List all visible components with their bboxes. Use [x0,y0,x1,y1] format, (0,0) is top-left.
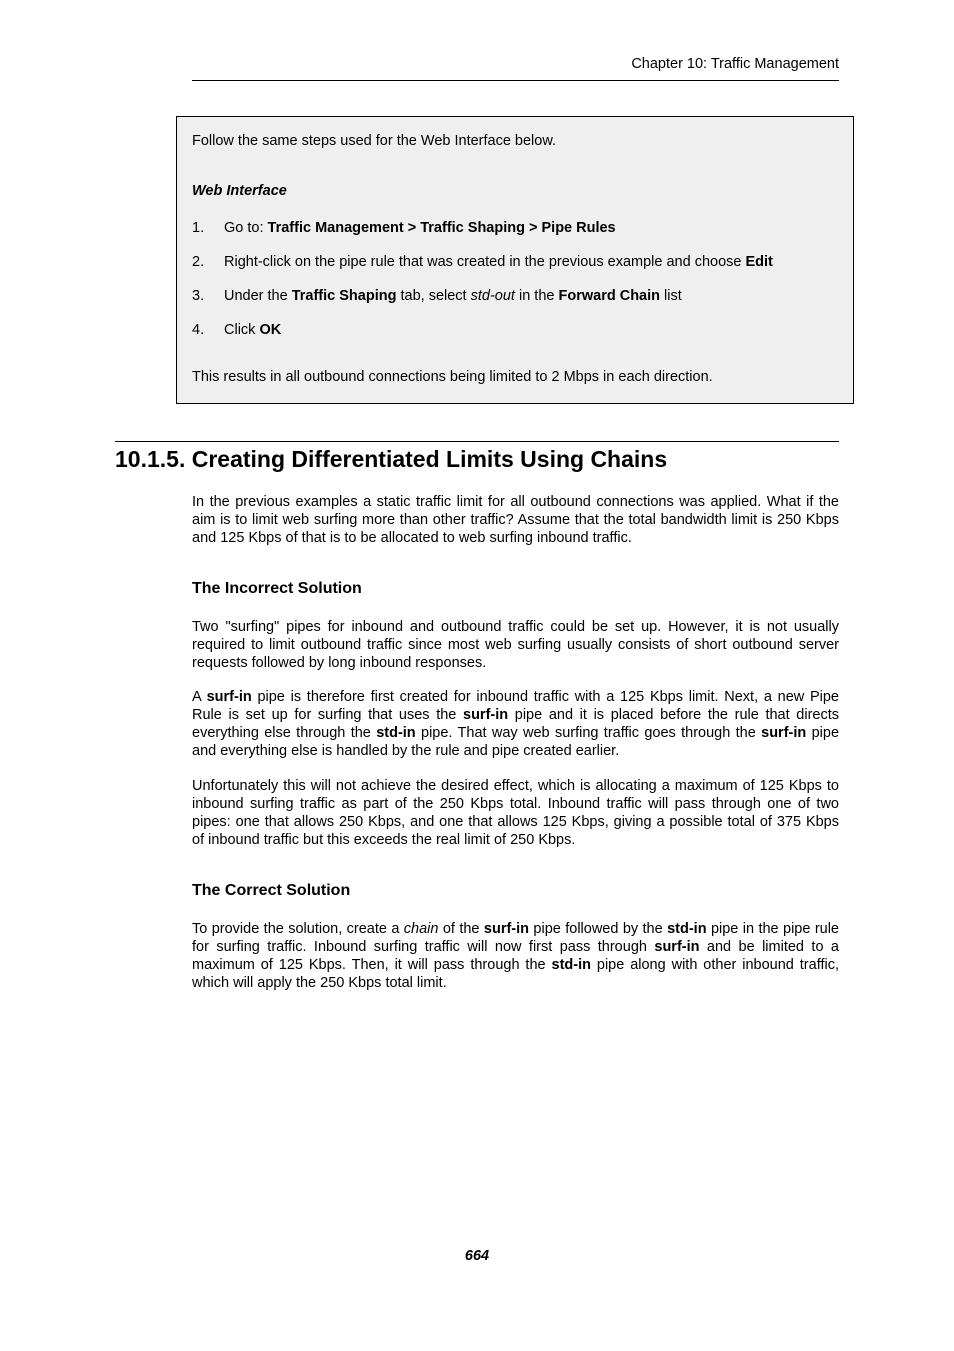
step-3 [192,288,682,304]
text: pipe and it is placed before the rule that directs everything else through the [192,707,840,741]
step-text: Right-click on the pipe rule that was created in the previous example and choose [224,254,746,270]
page-number: 664 [464,1248,490,1264]
pipe-name: std-in [376,725,416,741]
step-emphasis: OK [259,322,282,338]
pipe-name: std-in [551,957,591,973]
paragraph-chain-solution [192,920,839,992]
step-emphasis: Forward Chain [558,288,661,304]
text: pipe along with other inbound traffic, which will apply the 250 Kbps total limit. [192,957,839,991]
step-text: list [660,288,682,304]
web-interface-box [176,116,854,404]
step-text: Click [224,322,260,338]
step-number: 4. [192,322,205,338]
pipe-name: surf-in [761,725,807,741]
paragraph-surfing-pipes: Two "surfing" pipes for inbound and outbound traffic could be set up. However, it is not usually required to limit outbound traffic since most web surfing usually consists of short outbound server requests followed by long inbound responses. [192,619,839,671]
text: of the [438,921,484,937]
text: A [192,689,207,705]
italic-term: chain [403,921,439,937]
step-number: 3. [192,288,205,304]
header-divider [192,80,839,81]
step-number: 2. [192,254,205,270]
text: pipe followed by the [529,921,668,937]
paragraph-surf-in-pipe [192,688,839,760]
chapter-title: Chapter 10: Traffic Management [631,56,839,72]
pipe-name: surf-in [463,707,509,723]
step-text: tab, select [396,288,471,304]
step-4 [192,322,281,338]
step-1 [192,220,616,236]
pipe-name: surf-in [483,921,530,937]
text: pipe. That way web surfing traffic goes through the [415,725,762,741]
box-result: This results in all outbound connections being limited to 2 Mbps in each direction. [192,369,713,385]
step-text: Under the [224,288,292,304]
step-2 [192,254,773,270]
step-emphasis: Edit [745,254,773,270]
web-interface-label: Web Interface [192,183,287,199]
correct-solution-heading: The Correct Solution [192,882,351,899]
paragraph-unfortunately: Unfortunately this will not achieve the desired effect, which is allocating a maximum of 125 Kbps to inbound surfing traffic as part of the 250 Kbps total. Inbound traffic will pass through one of two pipes: one that allows 250 Kbps, and one that allows 125 Kbps, giving a possible total of 375 Kbps of inbound traffic but this exceeds the real limit of 250 Kbps. [192,778,839,848]
step-text: Go to: [224,220,268,236]
step-italic: std-out [470,288,515,304]
paragraph-intro: In the previous examples a static traffic limit for all outbound connections was applied. What if the aim is to limit web surfing more than other traffic? Assume that the total bandwidth limit is 250 Kbps and 125 Kbps of that is to be allocated to web surfing inbound traffic. [192,494,839,546]
text: pipe is therefore first created for inbound traffic with a 125 Kbps limit. Next, a new Pipe Rule is set up for surfing that uses the [192,689,839,723]
text: pipe and everything else is handled by the rule and pipe created earlier. [192,725,840,759]
pipe-name: surf-in [654,939,700,955]
text: and be limited to a maximum of 125 Kbps. Then, it will pass through the [192,939,839,973]
pipe-name: surf-in [206,689,252,705]
text: To provide the solution, create a [192,921,404,937]
section-title: 10.1.5. Creating Differentiated Limits Using Chains [115,446,668,472]
step-number: 1. [192,220,205,236]
box-intro: Follow the same steps used for the Web Interface below. [192,133,557,149]
step-emphasis: Traffic Shaping [291,288,397,304]
step-menu-path: Traffic Management > Traffic Shaping > Pipe Rules [267,220,616,236]
incorrect-solution-heading: The Incorrect Solution [192,580,362,597]
text: pipe in the pipe rule for surfing traffic. Inbound surfing traffic will now first pass through [192,921,839,955]
step-text: in the [514,288,559,304]
section-divider [115,441,839,442]
pipe-name: std-in [667,921,707,937]
